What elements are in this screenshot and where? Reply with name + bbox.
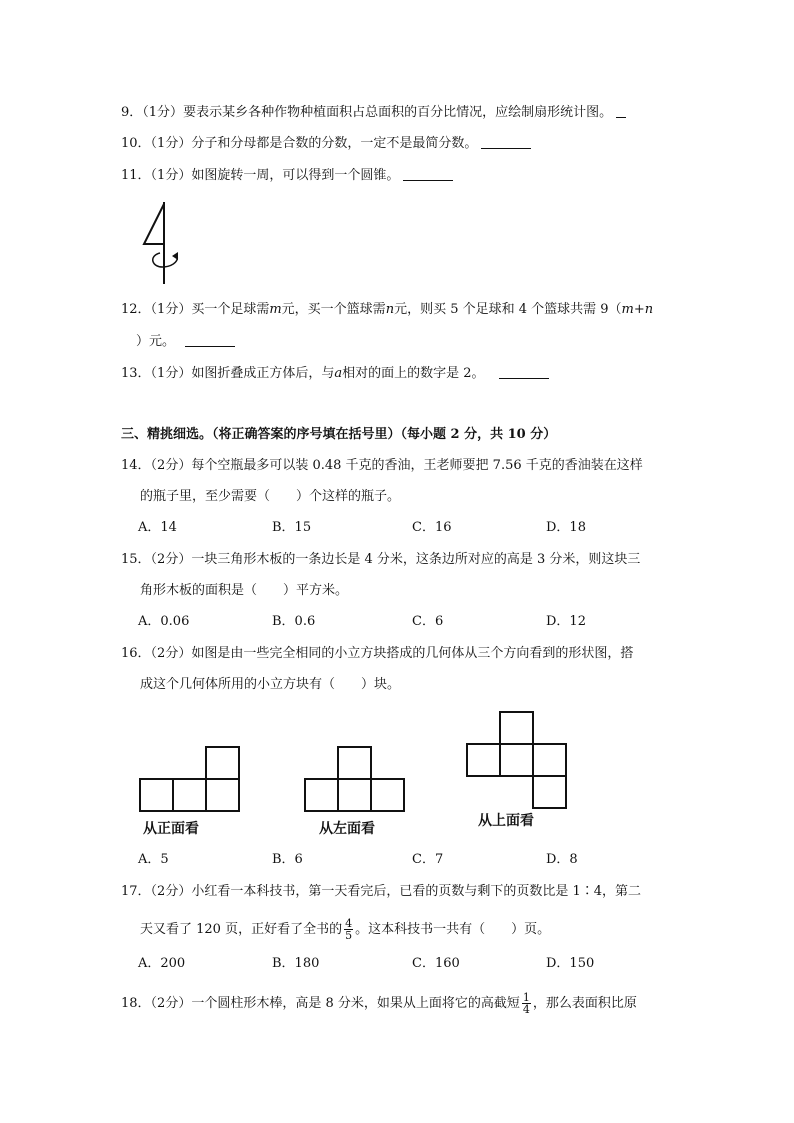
variable-m: m bbox=[269, 302, 282, 317]
question-text: 每个空瓶最多可以装 0.48 千克的香油，王老师要把 7.56 千克的香油装在这样 bbox=[191, 458, 643, 473]
question-text: 如图折叠成正方体后，与 bbox=[191, 366, 335, 381]
question-number: 11． bbox=[121, 168, 151, 183]
cube-face bbox=[500, 712, 533, 744]
cube-face bbox=[533, 744, 566, 776]
question-text: 买一个足球需 bbox=[191, 302, 270, 317]
question-number: 13． bbox=[121, 366, 151, 381]
option-b[interactable]: B．0.6 bbox=[272, 614, 316, 629]
question-10 bbox=[121, 134, 531, 154]
answer-blank[interactable] bbox=[185, 332, 235, 347]
fraction-numerator: 4 bbox=[345, 917, 353, 930]
question-text: 相对的面上的数字是 2。 bbox=[342, 366, 485, 381]
question-text: 小红看一本科技书，第一天看完后，已看的页数与剩下的页数比是 1∶4，第二 bbox=[191, 884, 642, 899]
expression-m-plus-n: m+n bbox=[621, 302, 654, 317]
question-text: 元，买一个篮球需 bbox=[281, 302, 386, 317]
question-12-cont bbox=[136, 332, 235, 352]
question-score: （2分） bbox=[150, 646, 192, 661]
cube-face bbox=[140, 779, 173, 811]
cube-face bbox=[467, 744, 500, 776]
question-text: 如图是由一些完全相同的小立方块搭成的几何体从三个方向看到的形状图，搭 bbox=[191, 646, 634, 661]
question-text: 分子和分母都是合数的分数，一定不是最简分数。 bbox=[191, 136, 478, 151]
question-number: 14． bbox=[121, 458, 151, 473]
question-number: 12． bbox=[121, 302, 151, 317]
question-number: 9． bbox=[121, 105, 143, 120]
question-13 bbox=[121, 364, 549, 384]
question-text: 如图旋转一周，可以得到一个圆锥。 bbox=[191, 168, 400, 183]
option-a[interactable]: A．200 bbox=[138, 956, 186, 971]
question-number: 16． bbox=[121, 646, 151, 661]
question-score: （2分） bbox=[150, 996, 192, 1011]
answer-blank[interactable] bbox=[481, 134, 531, 149]
cube-face bbox=[500, 744, 533, 776]
rotation-triangle-figure bbox=[138, 196, 188, 286]
cube-face bbox=[338, 779, 371, 811]
cube-face bbox=[533, 776, 566, 808]
question-12 bbox=[121, 300, 653, 320]
fraction-denominator: 5 bbox=[345, 929, 353, 942]
option-c[interactable]: C．7 bbox=[412, 852, 444, 867]
question-14 bbox=[121, 456, 643, 476]
section-heading: 三、精挑细选。（将正确答案的序号填在括号里）（每小题 2 分，共 10 分） bbox=[121, 427, 557, 442]
cube-face bbox=[206, 779, 239, 811]
question-14-cont: 的瓶子里，至少需要（ ）个这样的瓶子。 bbox=[140, 489, 401, 504]
question-11 bbox=[121, 166, 453, 186]
question-number: 10． bbox=[121, 136, 151, 151]
question-text: ）元。 bbox=[136, 334, 176, 349]
question-score: （2分） bbox=[150, 552, 192, 567]
option-d[interactable]: D．18 bbox=[546, 520, 586, 535]
option-b[interactable]: B．15 bbox=[272, 520, 312, 535]
variable-n: n bbox=[385, 302, 395, 317]
cube-face bbox=[305, 779, 338, 811]
question-17 bbox=[121, 882, 641, 902]
question-9 bbox=[121, 103, 626, 123]
question-text: 元，则买 5 个足球和 4 个篮球共需 9（ bbox=[394, 302, 622, 317]
question-score: （1分） bbox=[150, 366, 192, 381]
question-text: 要表示某乡各种作物种植面积占总面积的百分比情况，应绘制扇形统计图。 bbox=[183, 105, 613, 120]
question-17-cont bbox=[140, 916, 550, 944]
option-a[interactable]: A．5 bbox=[138, 852, 169, 867]
cube-face bbox=[173, 779, 206, 811]
answer-blank[interactable] bbox=[499, 364, 549, 379]
option-c[interactable]: C．16 bbox=[412, 520, 452, 535]
top-view-caption: 从上面看 bbox=[478, 813, 534, 829]
question-number: 18． bbox=[121, 996, 151, 1011]
question-16 bbox=[121, 644, 633, 664]
top-view-figure bbox=[465, 710, 569, 810]
question-score: （1分） bbox=[142, 105, 184, 120]
question-18 bbox=[121, 990, 637, 1018]
question-text: 一个圆柱形木棒，高是 8 分米，如果从上面将它的高截短 bbox=[191, 996, 520, 1011]
question-number: 17． bbox=[121, 884, 151, 899]
cube-face bbox=[206, 747, 239, 779]
left-view-caption: 从左面看 bbox=[319, 821, 375, 837]
option-d[interactable]: D．8 bbox=[546, 852, 578, 867]
option-b[interactable]: B．6 bbox=[272, 852, 303, 867]
front-view-figure bbox=[138, 745, 242, 813]
triangle-outline bbox=[144, 204, 164, 244]
fraction-denominator: 4 bbox=[522, 1003, 530, 1016]
question-score: （1分） bbox=[150, 136, 192, 151]
option-c[interactable]: C．160 bbox=[412, 956, 460, 971]
option-d[interactable]: D．12 bbox=[546, 614, 586, 629]
variable-a: a bbox=[334, 366, 343, 381]
answer-blank[interactable] bbox=[403, 166, 453, 181]
option-a[interactable]: A．14 bbox=[138, 520, 177, 535]
question-text: ，那么表面积比原 bbox=[532, 996, 637, 1011]
question-text: 。这本科技书一共有（ ）页。 bbox=[355, 922, 551, 937]
option-d[interactable]: D．150 bbox=[546, 956, 595, 971]
question-score: （2分） bbox=[150, 884, 192, 899]
fraction-one-quarter bbox=[522, 992, 531, 1015]
front-view-caption: 从正面看 bbox=[143, 821, 199, 837]
question-15 bbox=[121, 550, 640, 570]
question-score: （1分） bbox=[150, 302, 192, 317]
left-view-figure bbox=[303, 745, 407, 813]
question-16-cont: 成这个几何体所用的小立方块有（ ）块。 bbox=[140, 677, 401, 692]
answer-blank[interactable] bbox=[616, 103, 626, 118]
arrow-head-icon bbox=[172, 252, 178, 260]
cube-face bbox=[338, 747, 371, 779]
question-text: 天又看了 120 页，正好看了全书的 bbox=[140, 922, 343, 937]
fraction-four-fifths bbox=[344, 918, 353, 941]
question-15-cont: 角形木板的面积是（ ）平方米。 bbox=[140, 583, 349, 598]
question-score: （2分） bbox=[150, 458, 192, 473]
question-score: （1分） bbox=[150, 168, 192, 183]
question-number: 15． bbox=[121, 552, 151, 567]
option-b[interactable]: B．180 bbox=[272, 956, 320, 971]
cube-face bbox=[371, 779, 404, 811]
question-text: 一块三角形木板的一条边长是 4 分米，这条边所对应的高是 3 分米，则这块三 bbox=[191, 552, 641, 567]
fraction-numerator: 1 bbox=[522, 991, 530, 1004]
option-c[interactable]: C．6 bbox=[412, 614, 444, 629]
option-a[interactable]: A．0.06 bbox=[138, 614, 190, 629]
